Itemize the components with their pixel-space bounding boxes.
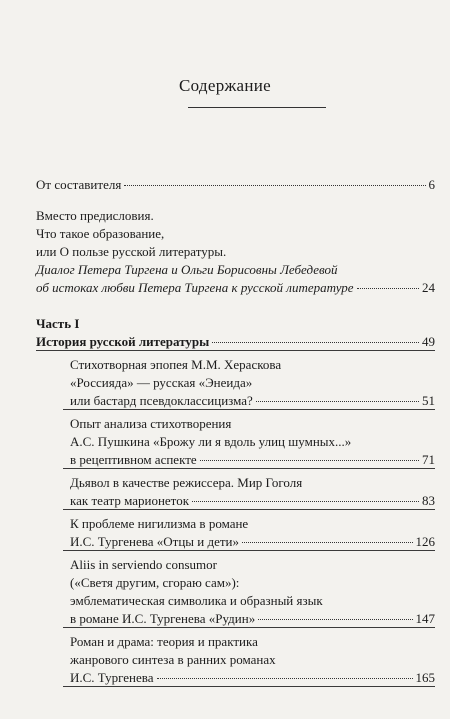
entry-line: Aliis in serviendo consumor: [70, 557, 217, 572]
toc-entry: [70, 534, 435, 550]
page-number: 51: [422, 393, 435, 408]
title-underline: [188, 107, 326, 108]
page-number: 24: [422, 280, 435, 295]
entry-line: Роман и драма: теория и практика: [70, 634, 258, 649]
divider: [63, 686, 435, 687]
leader-dots: [258, 619, 412, 620]
entry-line: эмблематическая символика и образный язык: [70, 593, 323, 608]
entry-line: А.С. Пушкина «Брожу ли я вдоль улиц шумных...»: [70, 434, 352, 449]
leader-dots: [192, 501, 419, 502]
divider: [63, 550, 435, 551]
toc-entry-foreword: [36, 177, 435, 193]
page-number: 6: [428, 177, 435, 192]
page-number: 165: [415, 670, 435, 685]
leader-dots: [124, 185, 425, 186]
entry-line: К проблеме нигилизма в романе: [70, 516, 249, 531]
leader-dots: [242, 542, 413, 543]
leader-dots: [212, 342, 419, 343]
toc-entry: [70, 452, 435, 468]
page-number: 71: [422, 452, 435, 467]
divider: [63, 627, 435, 628]
divider: [63, 509, 435, 510]
page-number: 83: [422, 493, 435, 508]
divider: [63, 409, 435, 410]
page-number: 147: [415, 611, 435, 626]
entry-title: в рецептивном аспекте: [70, 452, 197, 467]
preface-line: или О пользе русской литературы.: [36, 244, 227, 259]
entry-line: («Светя другим, сгораю сам»):: [70, 575, 240, 590]
page-title: Содержание: [178, 76, 272, 95]
part-heading: [36, 334, 435, 350]
entry-line: Дьявол в качестве режиссера. Мир Гоголя: [70, 475, 303, 490]
page-number: 126: [415, 534, 435, 549]
entry-title: или бастард псевдоклассицизма?: [70, 393, 253, 408]
leader-dots: [256, 401, 419, 402]
toc-entry-dialog: [36, 280, 435, 296]
entry-line: Опыт анализа стихотворения: [70, 416, 232, 431]
toc-entry: [70, 493, 435, 509]
entry-title: И.С. Тургенева «Отцы и дети»: [70, 534, 239, 549]
toc-entry: [70, 670, 435, 686]
entry-title: как театр марионеток: [70, 493, 190, 508]
toc-entry: [70, 611, 435, 627]
preface-line: Вместо предисловия.: [36, 208, 154, 223]
toc-entry: [70, 393, 435, 409]
preface-line: Что такое образование,: [36, 226, 165, 241]
part-label: Часть I: [36, 316, 80, 331]
dialog-line: Диалог Петера Тиргена и Ольги Борисовны Лебедевой: [36, 262, 338, 277]
entry-title: От составителя: [36, 177, 122, 192]
leader-dots: [200, 460, 419, 461]
entry-title: об истоках любви Петера Тиргена к русской литературе: [36, 280, 354, 295]
page-number: 49: [422, 334, 435, 349]
entry-title: И.С. Тургенева: [70, 670, 154, 685]
section-title: История русской литературы: [36, 334, 210, 349]
divider: [63, 468, 435, 469]
entry-line: «Россияда» — русская «Энеида»: [70, 375, 253, 390]
entry-line: Стихотворная эпопея М.М. Хераскова: [70, 357, 282, 372]
leader-dots: [357, 288, 419, 289]
divider: [36, 350, 435, 351]
entry-title: в романе И.С. Тургенева «Рудин»: [70, 611, 256, 626]
leader-dots: [157, 678, 413, 679]
entry-line: жанрового синтеза в ранних романах: [70, 652, 276, 667]
